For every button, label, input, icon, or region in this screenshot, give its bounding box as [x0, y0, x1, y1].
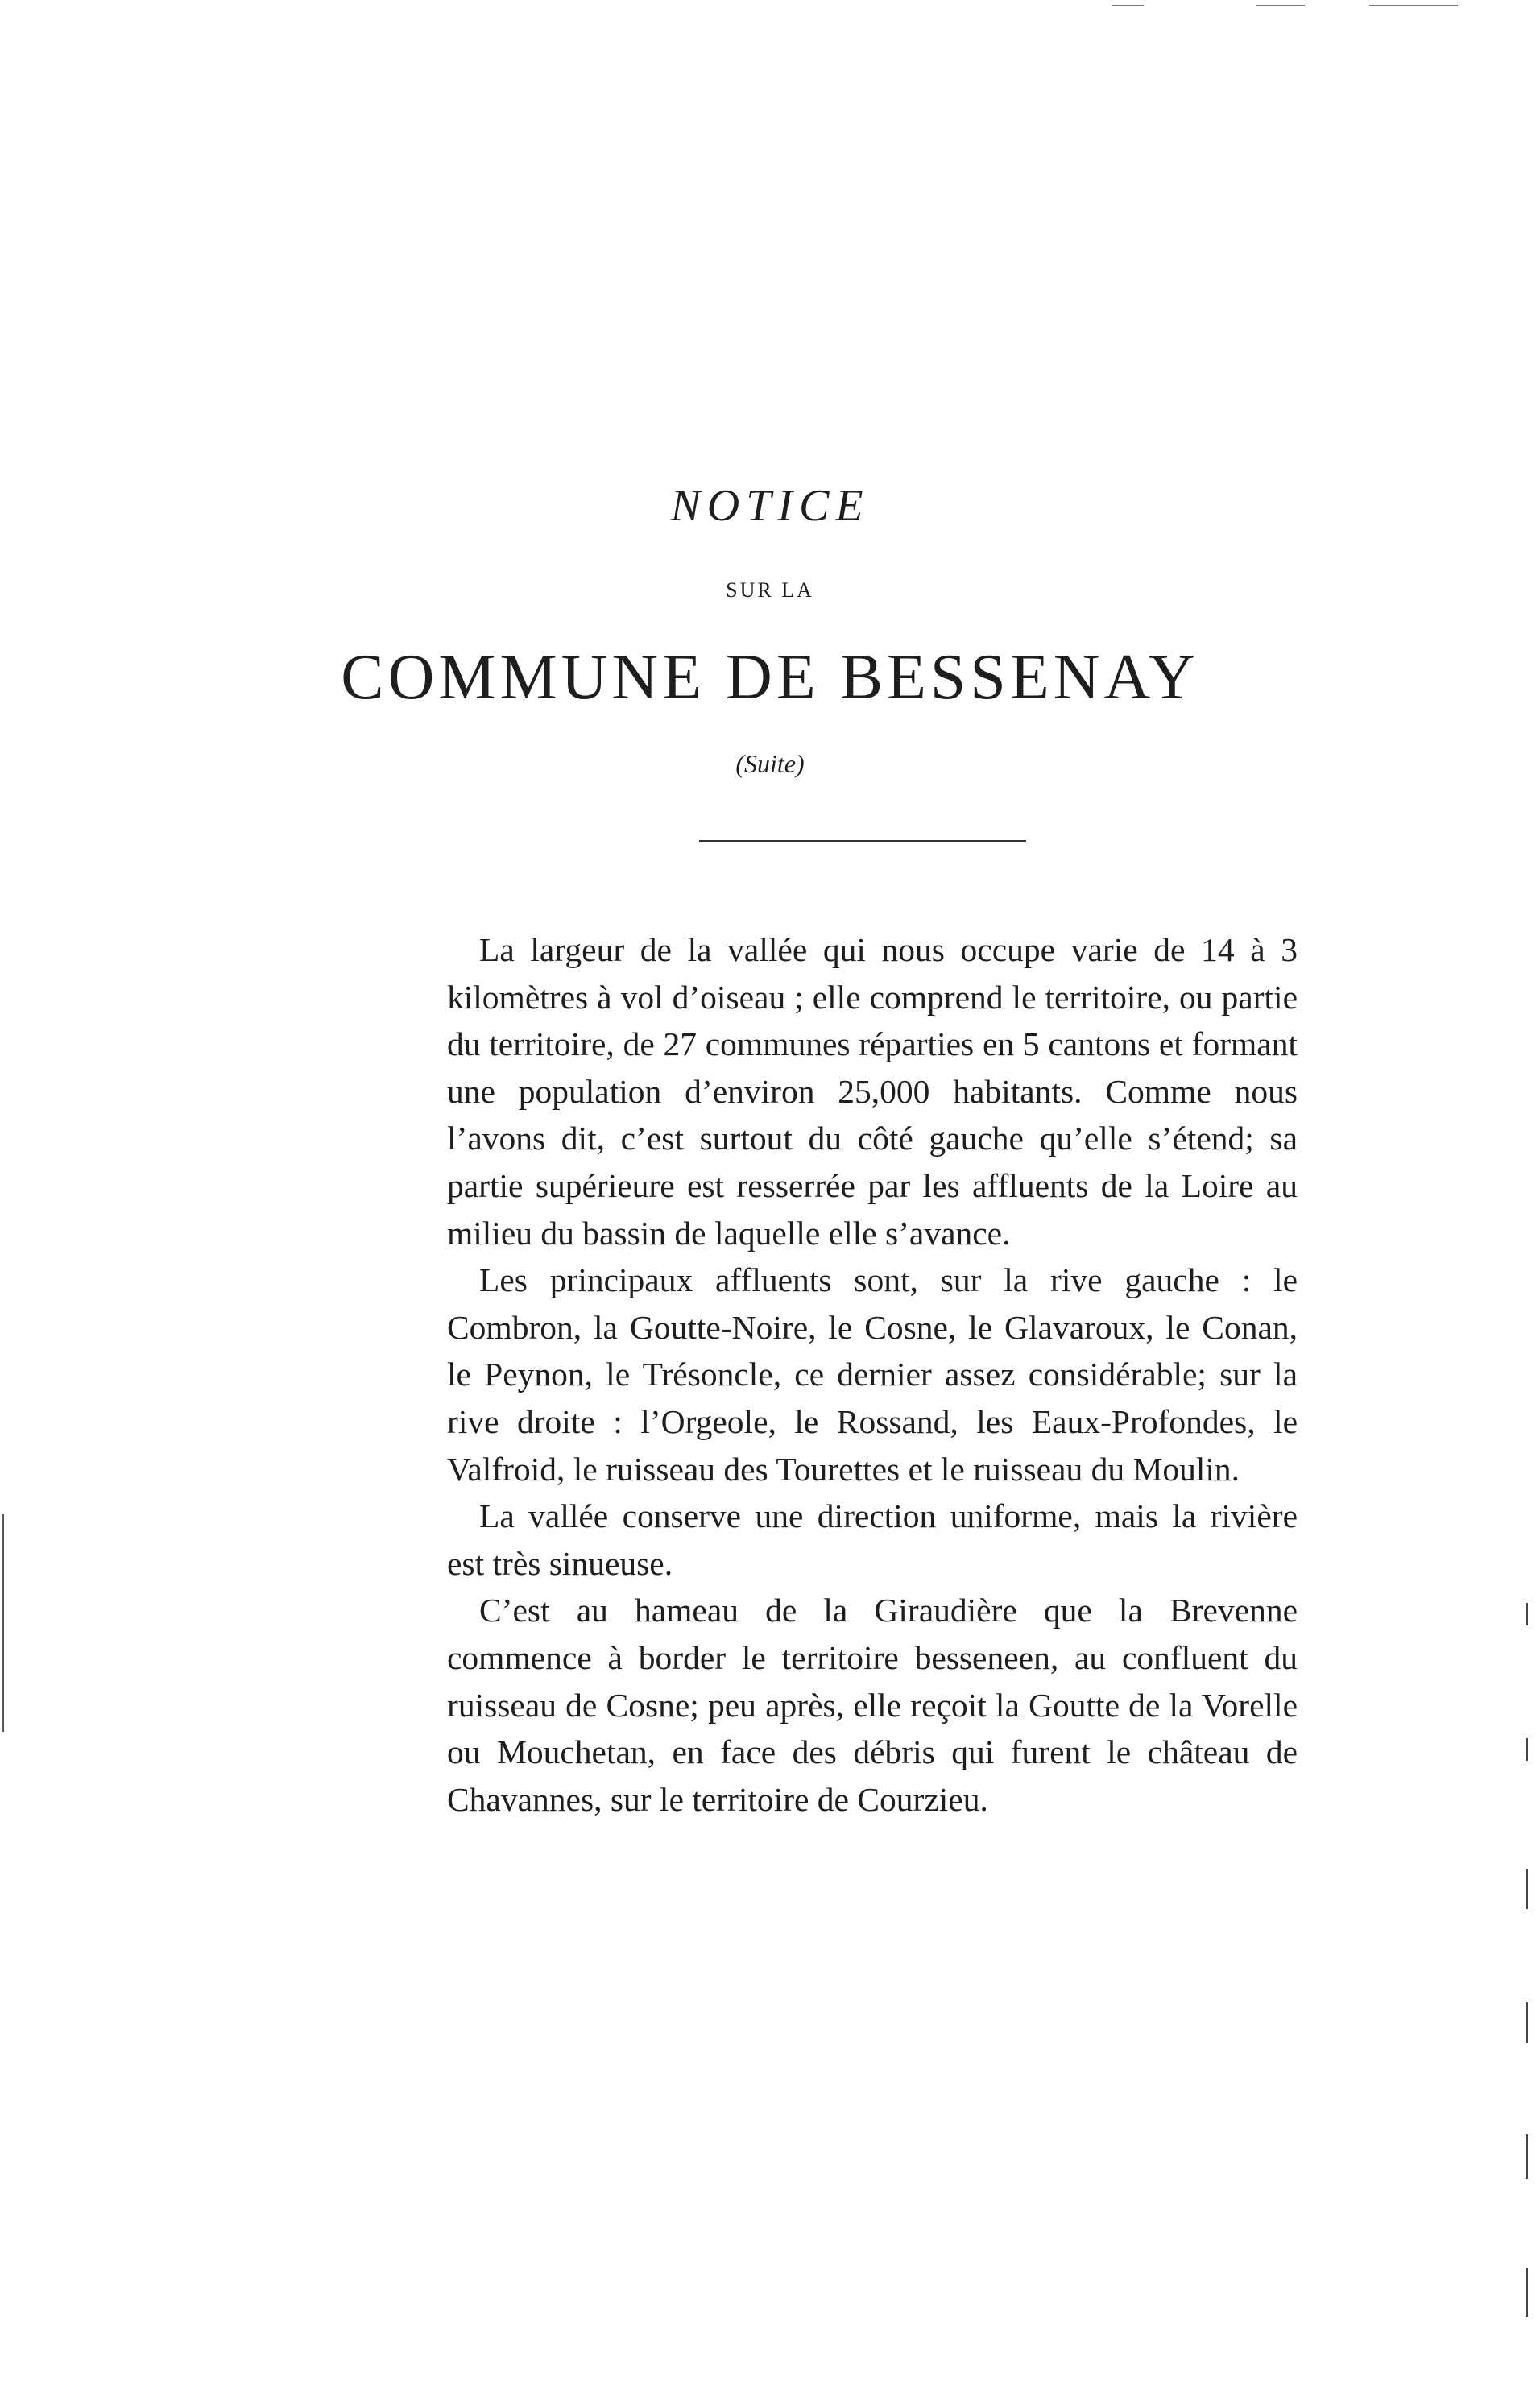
title-divider	[699, 840, 1026, 842]
scan-artifact-top-2	[1256, 5, 1305, 6]
scan-artifact-top-1	[1112, 5, 1144, 6]
paragraph-1: La largeur de la vallée qui nous occupe varie de 14 à 3 kilomètres à vol d’oiseau ; elle comprend le territoire, ou partie du territoire, de 27 communes réparties en 5 cantons et formant une population d’environ 25,000 habitants. Comme nous l’avons dit, c’est surtout du côté gauche qu’elle s’étend; sa partie supérieure est resserrée par les affluents de la Loire au milieu du bassin de laquelle elle s’avance.	[447, 931, 1298, 1252]
scan-artifact-right-5	[1526, 2134, 1528, 2179]
scan-artifact-left-edge	[2, 1514, 4, 1732]
scan-artifact-right-4	[1526, 2002, 1528, 2043]
scan-artifact-top-3	[1369, 5, 1458, 6]
scan-artifact-right-2	[1526, 1738, 1528, 1761]
continuation-note: (Suite)	[735, 749, 805, 778]
scan-artifact-right-3	[1526, 1869, 1528, 1909]
body-text	[447, 926, 1298, 1823]
preposition-line: SUR LA	[726, 578, 814, 602]
commune-title: COMMUNE DE BESSENAY	[341, 642, 1199, 713]
paragraph-4: C’est au hameau de la Giraudière que la Brevenne commence à border le territoire besseneen, au confluent du ruisseau de Cosne; peu après, elle reçoit la Goutte de la Vorelle ou Mouchetan, en face des débris qui furent le château de Chavannes, sur le territoire de Courzieu.	[447, 1592, 1298, 1818]
paragraph-3: La vallée conserve une direction uniforme, mais la rivière est très sinueuse.	[447, 1497, 1298, 1582]
paragraph-2: Les principaux affluents sont, sur la rive gauche : le Combron, la Goutte-Noire, le Cosne, le Glavaroux, le Conan, le Peynon, le Trésoncle, ce dernier assez considérable; sur la rive droite : l’Orgeole, le Rossand, les Eaux-Profondes, le Valfroid, le ruisseau des Tourettes et le ruisseau du Moulin.	[447, 1261, 1298, 1488]
scan-artifact-right-6	[1526, 2268, 1528, 2317]
scan-artifact-right-1	[1526, 1603, 1528, 1625]
notice-heading: NOTICE	[670, 481, 870, 531]
